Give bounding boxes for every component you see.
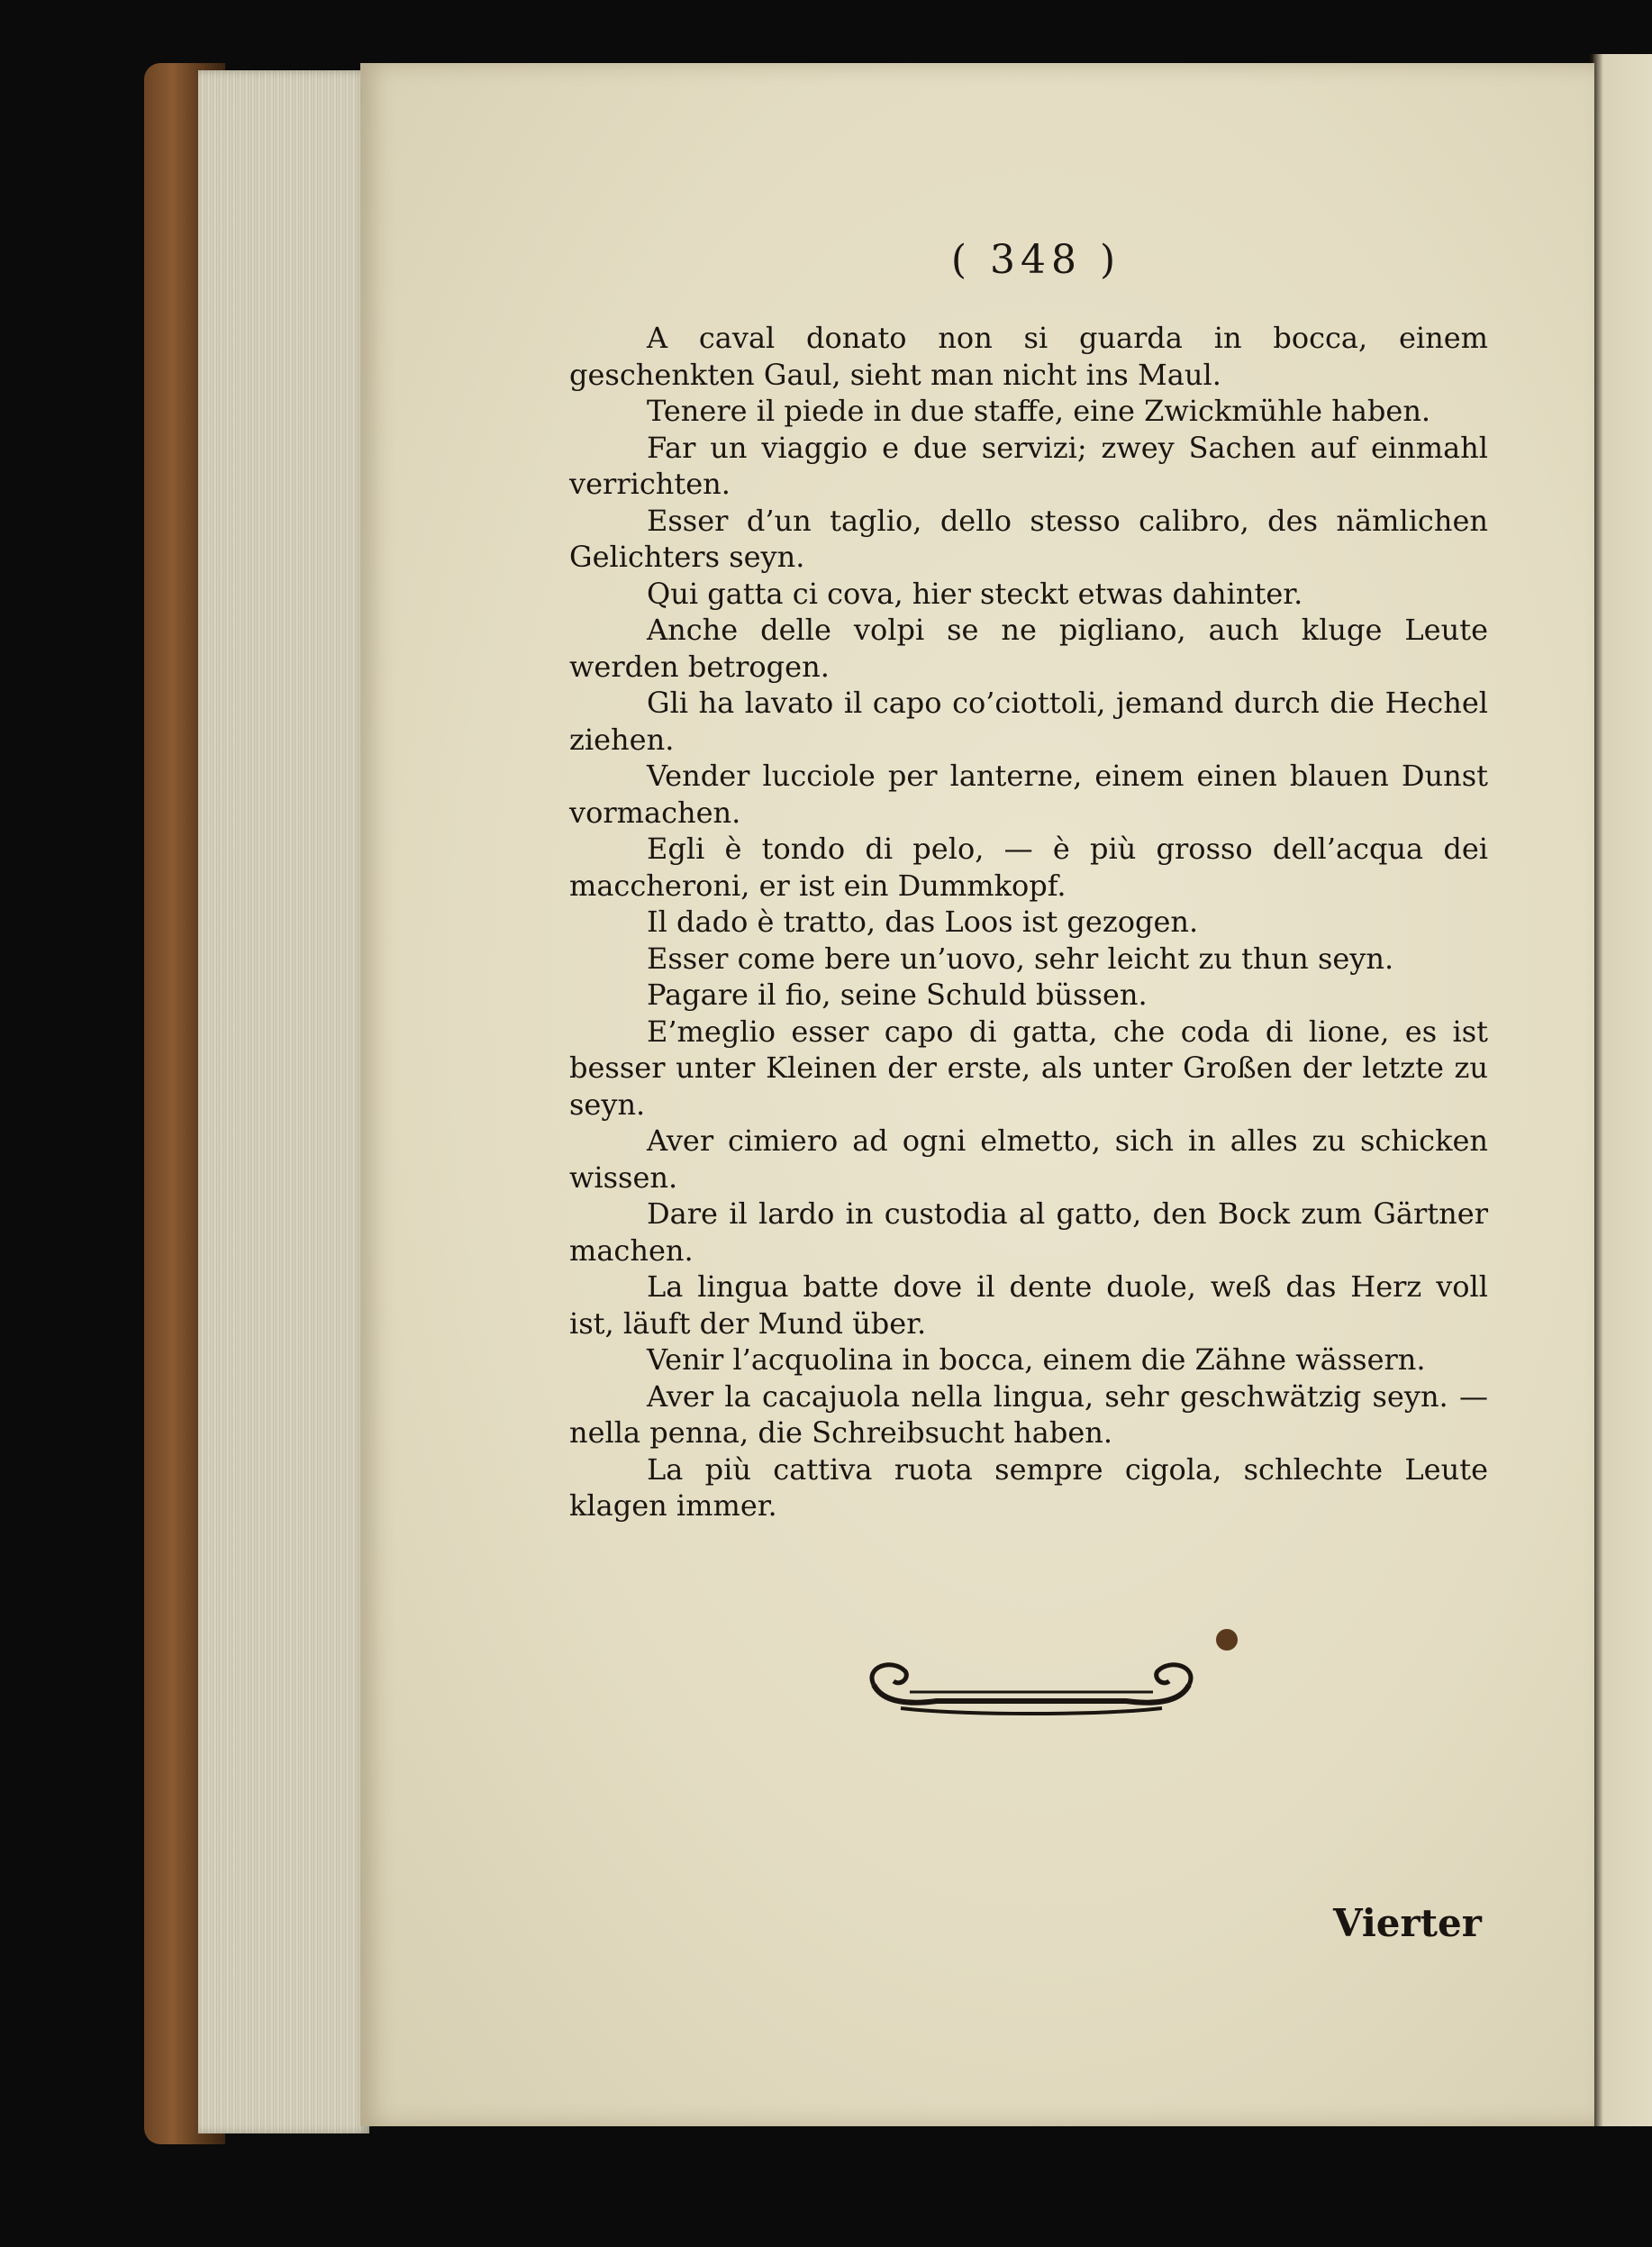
ink-stain xyxy=(1216,1629,1238,1651)
proverb-entry: Esser d’un taglio, dello stesso calibro, des nämlichen Gelichters seyn. xyxy=(569,503,1488,574)
proverb-entry: A caval donato non si guarda in bocca, einem geschenkten Gaul, sieht man nicht ins Maul. xyxy=(569,321,1488,392)
proverb-entry: La più cattiva ruota sempre cigola, schlechte Leute klagen immer. xyxy=(569,1451,1488,1523)
proverb-entry: Il dado è tratto, das Loos ist gezogen. xyxy=(647,905,1199,939)
proverb-entry: Aver la cacajuola nella lingua, sehr geschwätzig seyn. — nella penna, die Schreibsucht haben. xyxy=(569,1378,1488,1450)
tailpiece-ornament-icon xyxy=(856,1649,1207,1721)
proverb-entry: Egli è tondo di pelo, — è più grosso dell’acqua dei maccheroni, er ist ein Dummkopf. xyxy=(569,832,1488,903)
page-stack xyxy=(198,70,369,2133)
proverb-entry: Far un viaggio e due servizi; zwey Sachen auf einmahl verrichten. xyxy=(569,430,1488,501)
proverb-entry: La lingua batte dove il dente duole, weß das Herz voll ist, läuft der Mund über. xyxy=(569,1269,1488,1341)
proverb-entry: Dare il lardo in custodia al gatto, den Bock zum Gärtner machen. xyxy=(569,1196,1488,1268)
proverb-entry: Qui gatta ci cova, hier steckt etwas dahinter. xyxy=(647,576,1303,611)
facing-page-edge xyxy=(1593,54,1652,2126)
proverb-entry: Venir l’acquolina in bocca, einem die Zähne wässern. xyxy=(647,1342,1426,1377)
proverb-entry: Anche delle volpi se ne pigliano, auch kluge Leute werden betrogen. xyxy=(569,613,1488,684)
proverb-list xyxy=(569,320,1488,1524)
proverb-entry: Gli ha lavato il capo co’ciottoli, jemand durch die Hechel ziehen. xyxy=(569,686,1488,757)
page-header: ( 348 ) xyxy=(950,237,1121,283)
proverb-entry: Pagare il fio, seine Schuld büssen. xyxy=(647,978,1148,1012)
proverb-entry: Tenere il piede in due staffe, eine Zwickmühle haben. xyxy=(647,394,1431,428)
proverb-entry: Esser come bere un’uovo, sehr leicht zu thun seyn. xyxy=(647,941,1394,976)
proverb-entry: Vender lucciole per lanterne, einem einen blauen Dunst vormachen. xyxy=(569,759,1488,830)
proverb-entry: E’meglio esser capo di gatta, che coda di lione, es ist besser unter Kleinen der erste, als unter Großen der letzte zu seyn. xyxy=(569,1014,1488,1122)
proverb-entry: Aver cimiero ad ogni elmetto, sich in alles zu schicken wissen. xyxy=(569,1124,1488,1195)
catchword: Vierter xyxy=(1333,1901,1482,1945)
